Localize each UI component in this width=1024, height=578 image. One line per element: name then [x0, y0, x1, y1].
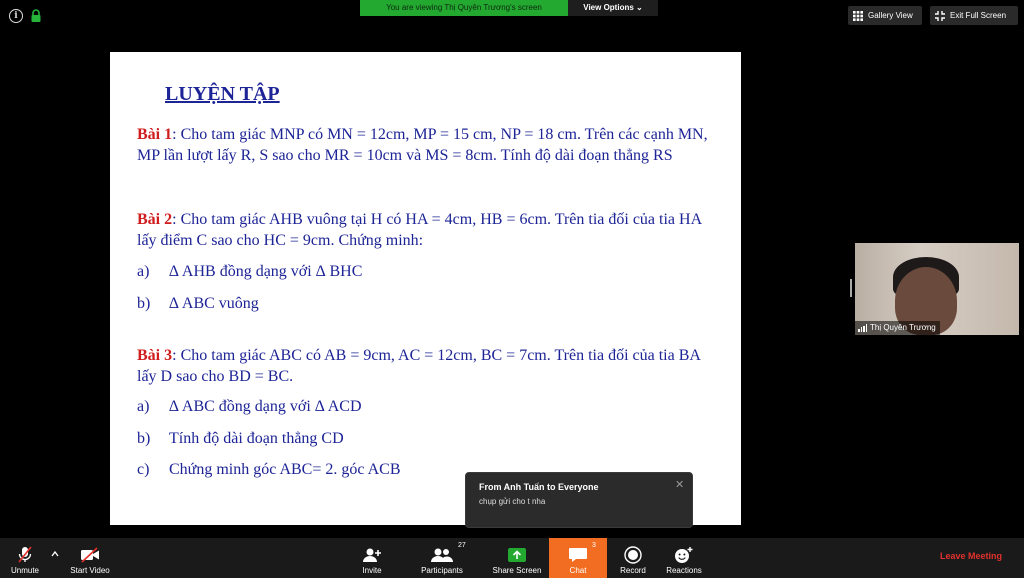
exit-fullscreen-icon [935, 11, 945, 21]
share-screen-label: Share Screen [492, 566, 542, 575]
gallery-view-button[interactable] [848, 6, 922, 25]
reactions-label: Reactions [666, 566, 702, 575]
exercise-1 [137, 124, 717, 166]
list-item [137, 294, 259, 314]
leave-meeting-button[interactable]: Leave Meeting [940, 551, 1003, 561]
muted-microphone-icon [17, 544, 33, 566]
lock-icon[interactable] [30, 9, 42, 23]
share-screen-button[interactable] [488, 538, 546, 578]
chevron-up-icon[interactable] [50, 549, 60, 559]
list-item [137, 460, 401, 480]
slide-title: LUYỆN TẬP [165, 83, 280, 105]
record-label: Record [620, 566, 646, 575]
list-marker: c) [137, 461, 150, 478]
record-button[interactable] [614, 538, 652, 578]
exercise-2 [137, 209, 717, 251]
unmute-label: Unmute [10, 566, 39, 575]
video-panel-drag-handle[interactable] [850, 279, 852, 297]
shared-screen-slide [110, 52, 741, 525]
gallery-view-label: Gallery View [868, 11, 913, 20]
chat-button[interactable] [549, 538, 607, 578]
chat-label: Chat [569, 566, 587, 575]
invite-button[interactable] [352, 538, 392, 578]
grid-icon [853, 11, 863, 21]
exit-full-screen-label: Exit Full Screen [950, 11, 1007, 20]
exercise-text: : Cho tam giác AHB vuông tại H có HA = 4cm, HB = 6cm. Trên tia đối của tia HA lấy điểm C sao cho HC = 9cm. Chứng minh: [137, 211, 702, 249]
chat-message: chụp gửi cho t nha [479, 497, 546, 506]
participants-count: 27 [458, 542, 466, 549]
share-screen-icon [507, 544, 527, 566]
exercise-3 [137, 345, 717, 387]
participant-name: Thị Quyên Trương [870, 323, 936, 332]
chat-notification[interactable] [465, 472, 693, 528]
list-item [137, 429, 344, 449]
unmute-button[interactable] [4, 538, 46, 578]
start-video-button[interactable] [64, 538, 116, 578]
exit-full-screen-button[interactable] [930, 6, 1018, 25]
participants-icon [430, 542, 466, 566]
participant-video-tile[interactable] [855, 243, 1019, 335]
participants-label: Participants [421, 566, 463, 575]
view-options-button[interactable] [568, 0, 658, 16]
chat-unread-badge: 3 [592, 542, 596, 549]
list-marker: a) [137, 398, 150, 415]
reactions-button[interactable] [660, 538, 708, 578]
list-item [137, 397, 362, 417]
smiley-add-icon [674, 544, 694, 566]
start-video-label: Start Video [70, 566, 110, 575]
list-item-text: Tính độ dài đoạn thẳng CD [169, 430, 344, 447]
video-off-icon [80, 544, 100, 566]
list-item-text: Chứng minh góc ABC= 2. góc ACB [169, 461, 401, 478]
invite-label: Invite [362, 566, 382, 575]
list-item-text: ∆ AHB đồng dạng với ∆ BHC [169, 263, 363, 280]
participant-nameplate [855, 321, 940, 335]
chat-bubble-icon [568, 542, 596, 566]
view-options-label: View Options [583, 3, 634, 12]
list-item [137, 262, 362, 282]
chat-sender: From Anh Tuấn to Everyone [479, 482, 599, 492]
exercise-label: Bài 1 [137, 126, 173, 143]
list-item-text: ∆ ABC vuông [169, 295, 259, 312]
list-marker: b) [137, 430, 151, 447]
signal-strength-icon [858, 324, 867, 332]
participants-button[interactable] [414, 538, 470, 578]
close-icon[interactable]: ✕ [675, 479, 685, 491]
exercise-text: : Cho tam giác ABC có AB = 9cm, AC = 12cm, BC = 7cm. Trên tia đối của tia BA lấy D sao cho BD = BC. [137, 347, 701, 385]
exercise-label: Bài 3 [137, 347, 173, 364]
meeting-info-icon[interactable]: i [9, 9, 23, 23]
list-marker: a) [137, 263, 150, 280]
list-marker: b) [137, 295, 151, 312]
add-user-icon [362, 544, 382, 566]
exercise-text: : Cho tam giác MNP có MN = 12cm, MP = 15 cm, NP = 18 cm. Trên các cạnh MN, MP lần lượt lấy R, S sao cho MR = 10cm và MS = 8cm. Tính độ dài đoạn thẳng RS [137, 126, 708, 164]
record-icon [624, 544, 642, 566]
list-item-text: ∆ ABC đồng dạng với ∆ ACD [169, 398, 362, 415]
exercise-label: Bài 2 [137, 211, 173, 228]
viewing-screen-banner: You are viewing Thị Quyên Trương's screen [360, 0, 568, 16]
chevron-down-icon: ⌄ [636, 3, 643, 12]
